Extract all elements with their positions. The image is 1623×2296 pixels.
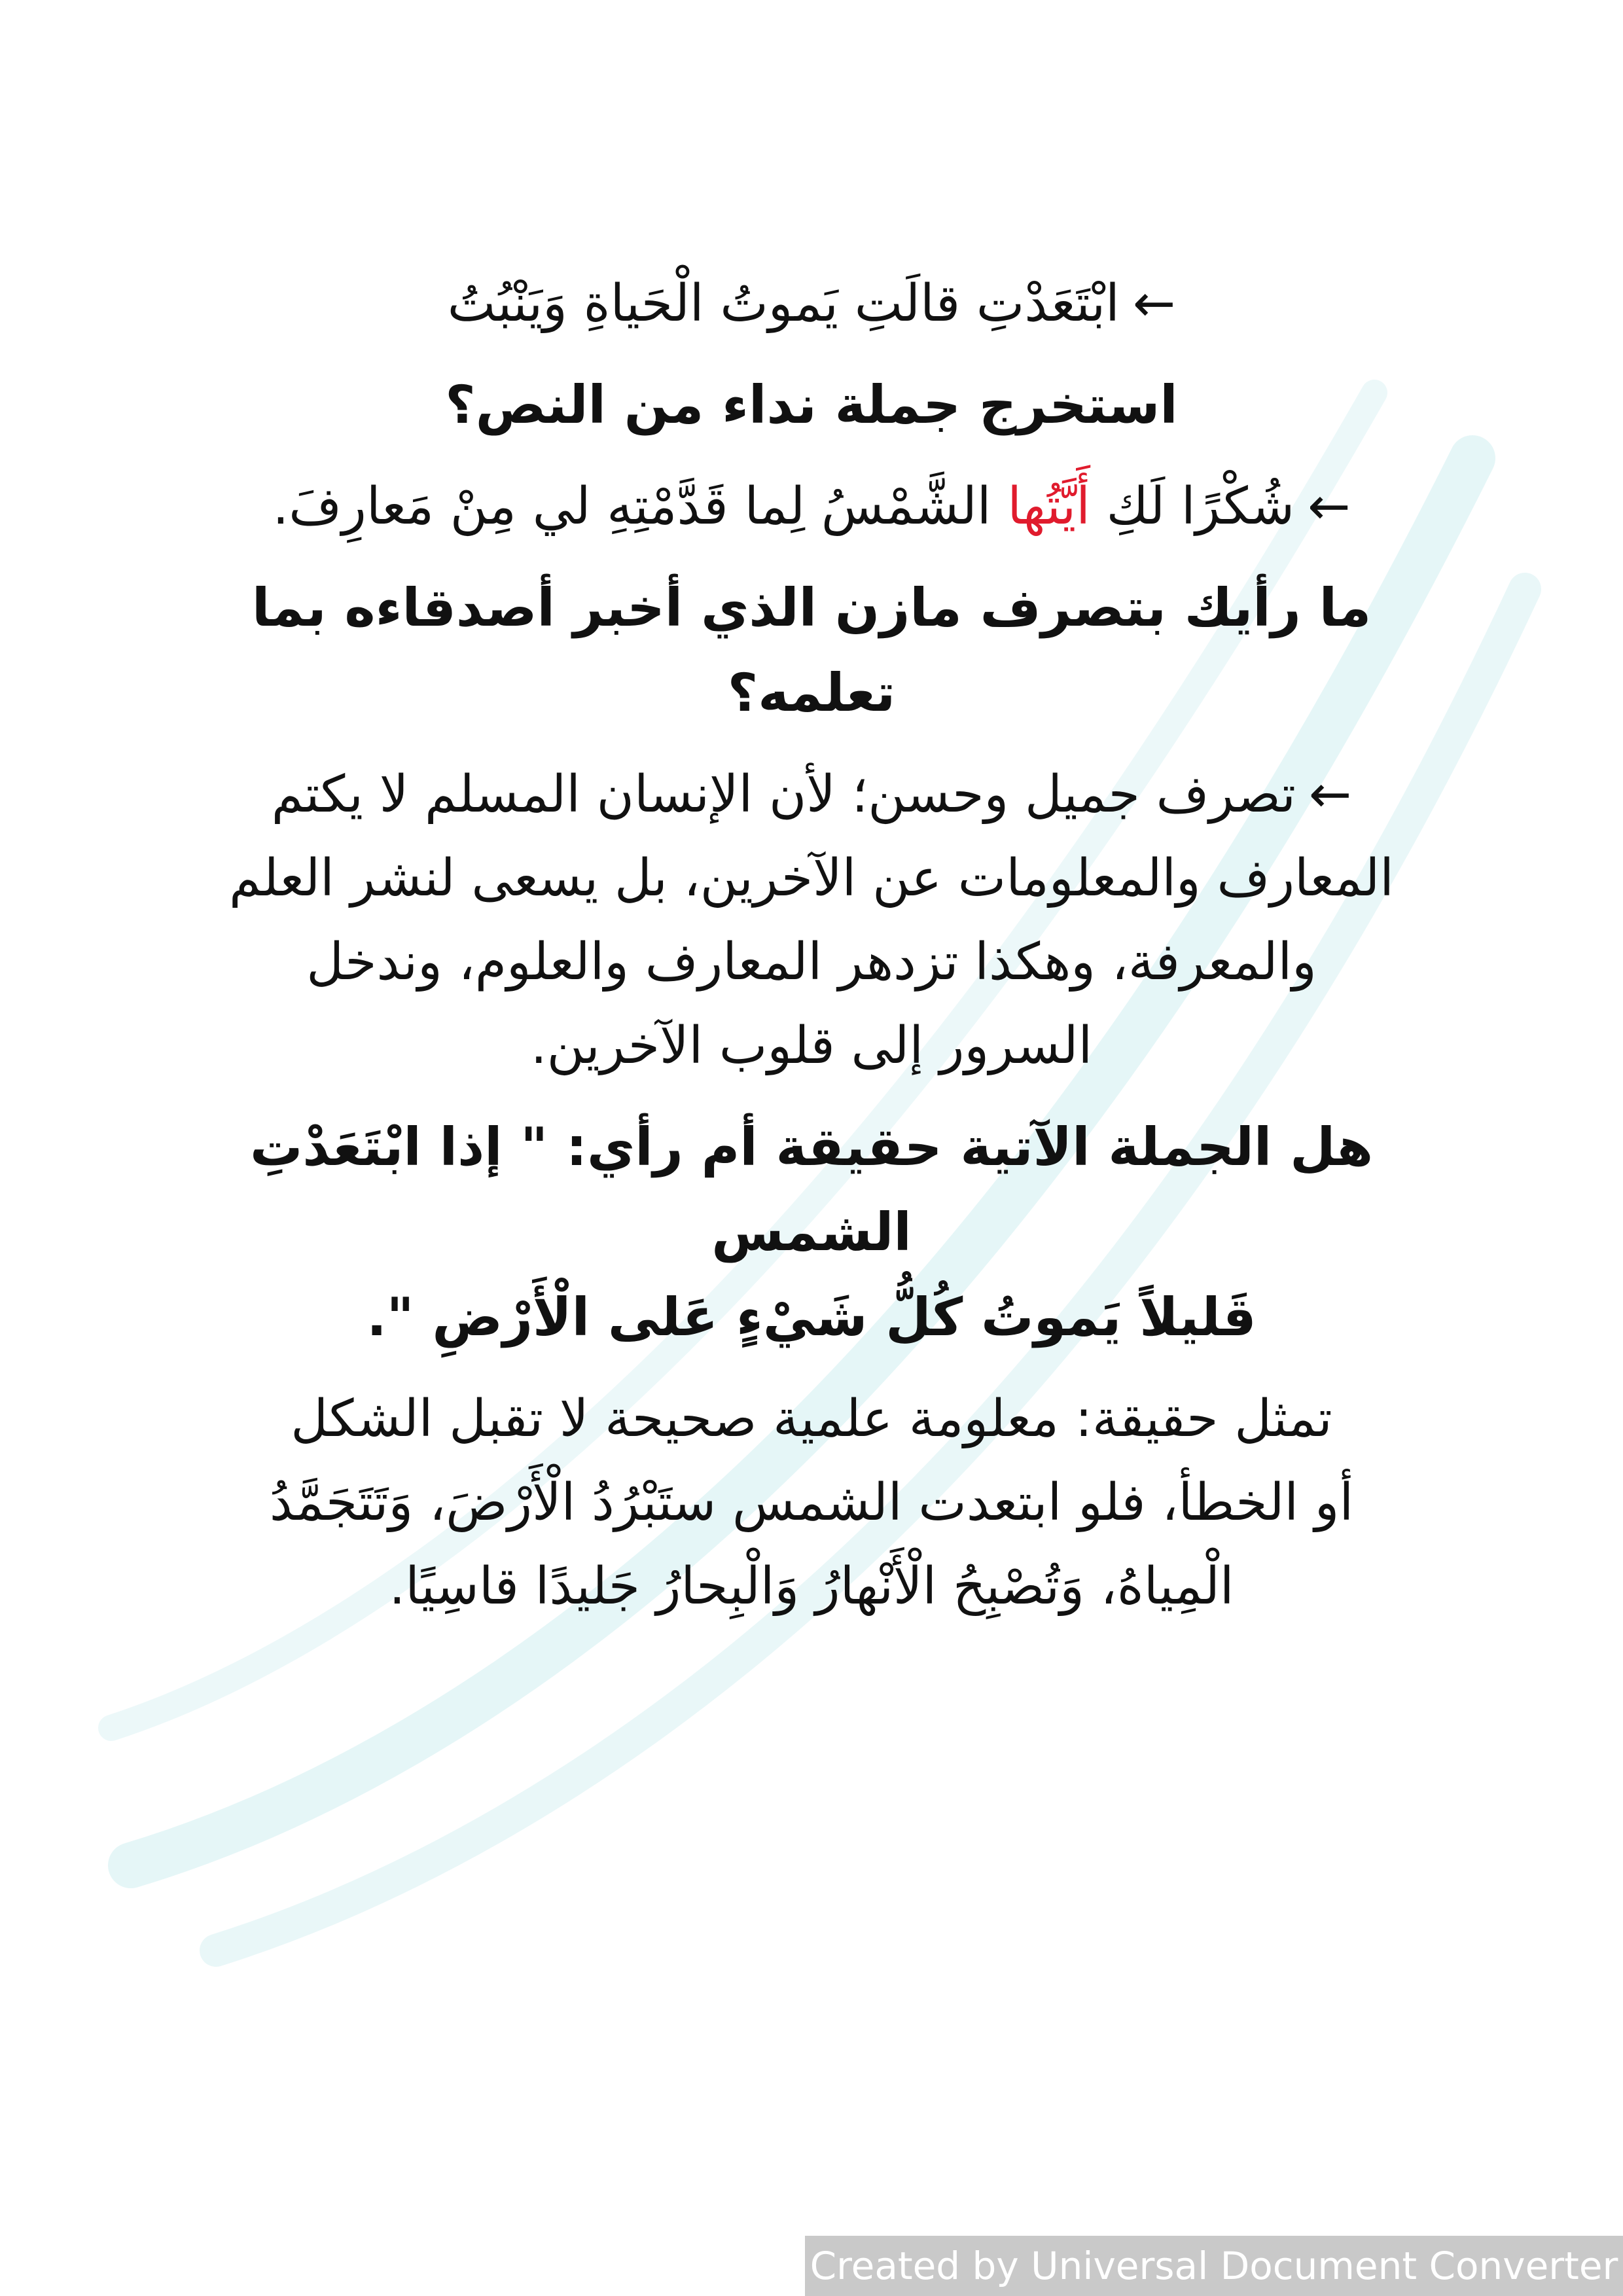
arrow-icon: ←: [1132, 274, 1176, 333]
text-content: [170, 262, 1453, 1628]
question-3-line-2: قَليلاً يَموتُ كُلُّ شَيْءٍ عَلى الْأَرْضِ ".: [366, 1287, 1257, 1348]
line-1: [170, 262, 1453, 346]
arrow-icon: ←: [1308, 477, 1351, 536]
answer-1-after: الشَّمْسُ لِما قَدَّمْتِهِ لي مِنْ مَعارِفَ.: [272, 477, 1008, 536]
answer-1-before: شُكْرًا لَكِ: [1090, 477, 1295, 536]
answer-2-line-3: والمعرفة، وهكذا تزدهر المعارف والعلوم، وندخل: [306, 933, 1317, 992]
answer-2-line: [170, 753, 1453, 836]
answer-3-line-1: تمثل حقيقة: معلومة علمية صحيحة لا تقبل الشكل: [291, 1390, 1332, 1448]
answer-2-line-1: تصرف جميل وحسن؛ لأن الإنسان المسلم لا يكتم: [271, 765, 1296, 824]
question-2: ما رأيك بتصرف مازن الذي أخبر أصدقاءه بما تعلمه؟: [251, 577, 1372, 723]
answer-3-line-3: الْمِياهُ، وَتُصْبِحُ الْأَنْهارُ وَالْبِحارُ جَليدًا قاسِيًا.: [389, 1557, 1234, 1616]
question-3: [170, 1105, 1453, 1360]
answer-2: [170, 753, 1453, 1088]
answer-1-highlight: أَيَّتُها: [1007, 477, 1090, 536]
question-1: استخرج جملة نداء من النص؟: [445, 374, 1178, 435]
converter-footer: Created by Universal Document Converter: [805, 2236, 1623, 2296]
arrow-icon: ←: [1308, 765, 1352, 824]
question-3-line-1: هل الجملة الآتية حقيقة أم رأي: " إذا ابْتَعَدْتِ الشمس: [249, 1117, 1374, 1263]
answer-2-line-4: السرور إلى قلوب الآخرين.: [530, 1016, 1093, 1075]
answer-3: [170, 1377, 1453, 1628]
answer-3-line-2: أو الخطأ، فلو ابتعدت الشمس ستَبْرُدُ الْأَرْضَ، وَتَتَجَمَّدُ: [269, 1473, 1354, 1532]
answer-1: [170, 465, 1453, 548]
answer-2-line-2: المعارف والمعلومات عن الآخرين، بل يسعى لنشر العلم: [229, 849, 1394, 908]
line-1-text: ابْتَعَدْتِ قالَتِ يَموتُ الْحَياةِ وَيَنْبُتُ: [447, 274, 1120, 333]
